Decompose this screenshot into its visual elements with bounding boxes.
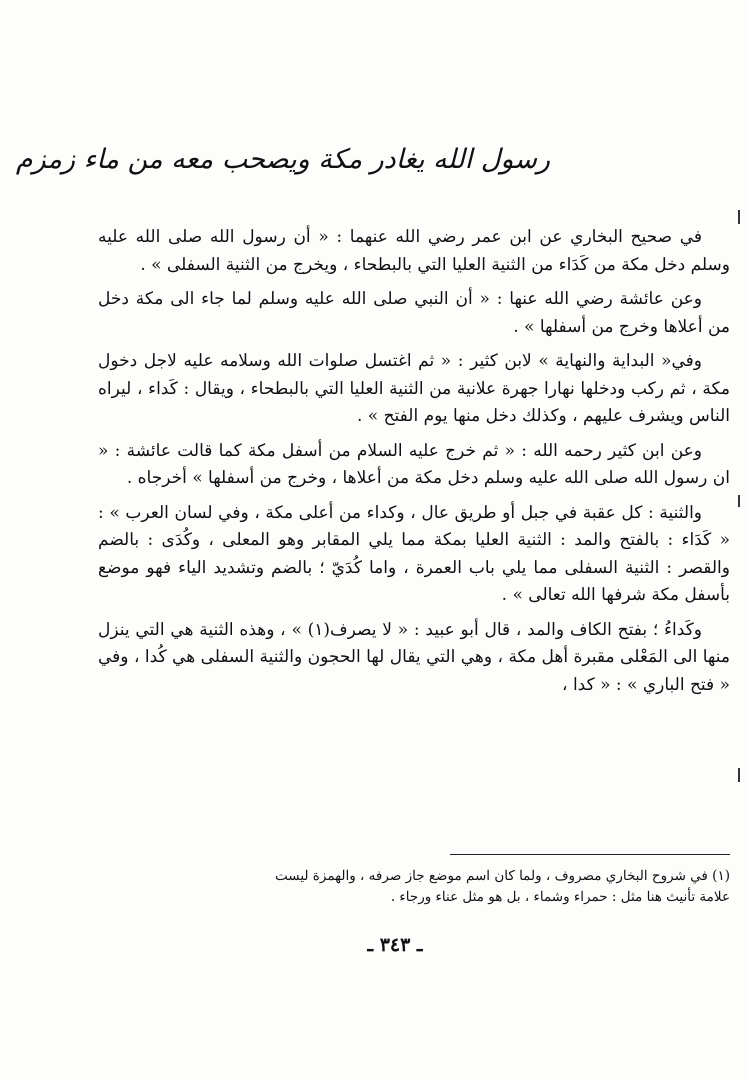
footnote-divider (450, 854, 730, 855)
paragraph-ibn-kathir: وعن ابن كثير رحمه الله : « ثم خرج عليه السلام من أسفل مكة كما قالت عائشة : « ان رسول الله صلى الله عليه وسلم دخل مكة من أعلاها ، وخرج من أسفلها » أخرجاه . (98, 440, 730, 488)
paragraph-aisha: وعن عائشة رضي الله عنها : « أن النبي صلى الله عليه وسلم لما جاء الى مكة دخل من أعلاها وخرج من أسفلها » . (98, 289, 730, 337)
footnote-line-2: علامة تأنيث هنا مثل : حمراء وشماء ، بل هو مثل عناء ورجاء . (390, 889, 730, 905)
scan-edge-mark (738, 768, 740, 782)
footnote (110, 866, 730, 908)
footnote-line-1: (١) في شروح البخاري مصروف ، ولما كان اسم موضع جاز صرفه ، والهمزة ليست (275, 868, 730, 884)
paragraph-bidaya: وفي« البداية والنهاية » لابن كثير : « ثم اغتسل صلوات الله وسلامه عليه لاجل دخول مكة ، ثم ركب ودخلها نهارا جهرة علانية من الثنية العليا التي بالبطحاء ، ويقال : كَداء ، ليراه الناس ويشرف عليهم ، وكذلك دخل منها يوم الفتح » . (98, 351, 730, 426)
paragraph-bukhari: في صحيح البخاري عن ابن عمر رضي الله عنهما : « أن رسول الله صلى الله عليه وسلم دخل مكة من كَدَاء من الثنية العليا التي بالبطحاء ، ويخرج من الثنية السفلى » . (98, 227, 730, 275)
scan-edge-mark (738, 495, 740, 507)
paragraph-thaniya: والثنية : كل عقبة في جبل أو طريق عال ، وكداء من أعلى مكة ، وفي لسان العرب » : « كَدَاء : بالفتح والمد : الثنية العليا بمكة مما يلي المقابر وهو المعلى ، وكُدَى : بالضم والقصر : الثنية السفلى مما يلي باب العمرة ، واما كُدَيّ ؛ بالضم وتشديد الياء فهو موضع بأسفل مكة شرفها الله تعالى » . (98, 502, 730, 605)
chapter-heading: رسول الله يغادر مكة ويصحب معه من ماء زمزم (15, 144, 550, 175)
page-number: ـ ٣٤٣ ـ (367, 934, 423, 956)
body-text (98, 224, 730, 699)
scan-edge-mark (738, 210, 740, 224)
paragraph-kadaa: وكَداءُ ؛ بفتح الكاف والمد ، قال أبو عبيد : « لا يصرف(١) » ، وهذه الثنية هي التي ينزل منها الى المَعْلى مقبرة أهل مكة ، وهي التي يقال لها الحجون والثنية السفلى هي كُدا ، وفي « فتح الباري » : « كدا ، (98, 619, 730, 695)
